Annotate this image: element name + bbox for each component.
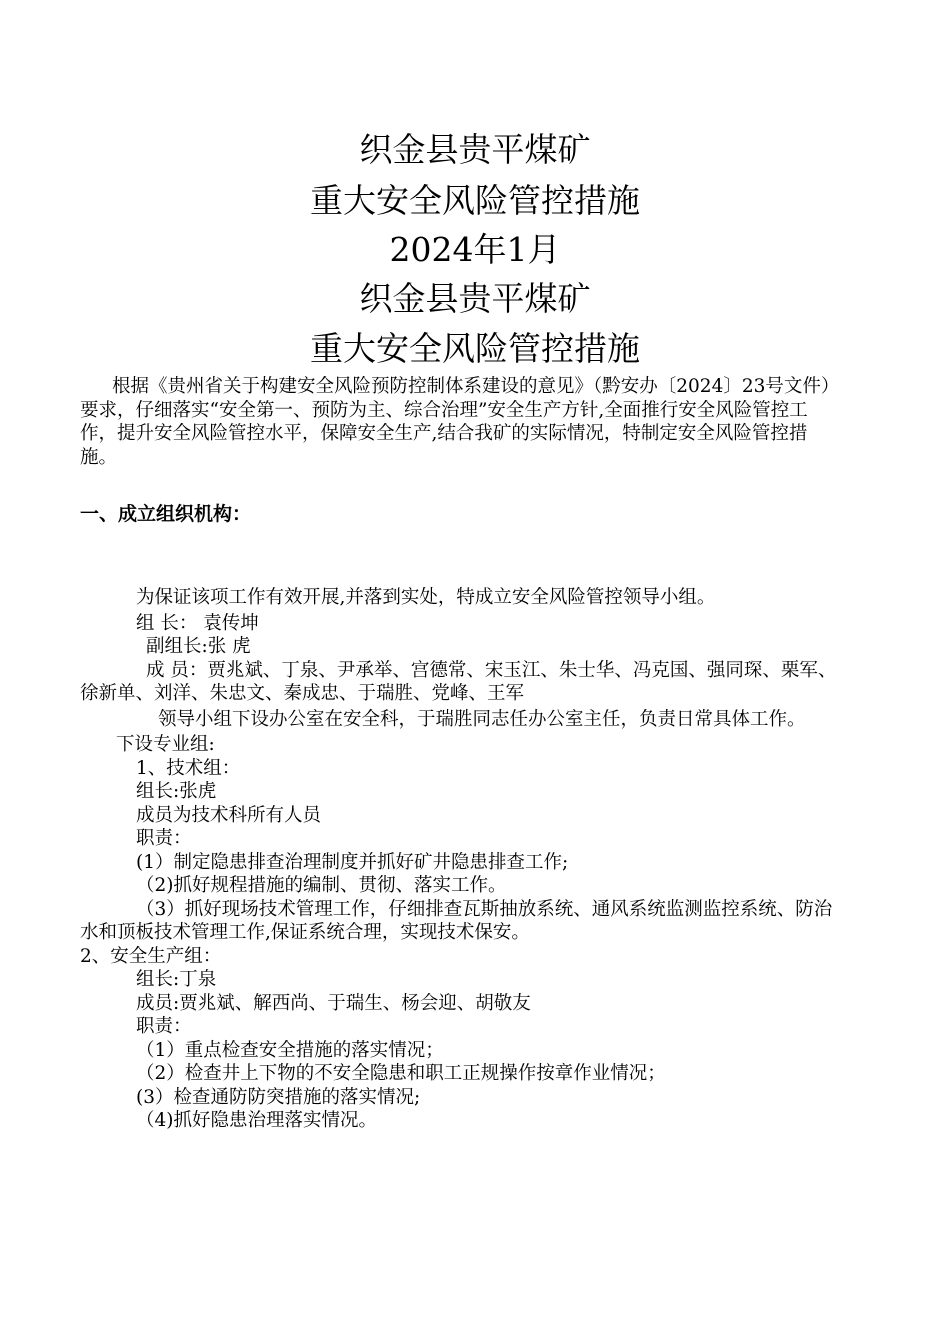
document-title-subject: 重大安全风险管控措施 xyxy=(310,181,640,220)
members-paragraph: 成 员：贾兆斌、丁泉、尹承举、宫德常、宋玉江、朱士华、冯克国、强同琛、栗军、徐新单、刘洋、朱忠文、秦成忠、于瑞胜、党峰、王军 xyxy=(80,659,837,704)
tech-group-title: 1、技术组： xyxy=(136,757,241,779)
safety-group-title: 2、安全生产组： xyxy=(80,945,222,967)
document-title-mine-name-repeat: 织金县贵平煤矿 xyxy=(359,279,591,318)
tech-group-duty-1: (1）制定隐患排查治理制度并抓好矿井隐患排查工作; xyxy=(136,851,569,873)
safety-group-duties-label: 职责： xyxy=(136,1016,192,1037)
intro-paragraph: 根据《贵州省关于构建安全风险预防控制体系建设的意见》（黔安办〔2024〕23号文件）要求，仔细落实“安全第一、预防为主、综合治理”安全生产方针,全面推行安全风险管控工作，提升安全风险管控水平，保障安全生产,结合我矿的实际情况，特制定安全风险管控措施。 xyxy=(80,376,840,468)
office-paragraph: 领导小组下设办公室在安全科，于瑞胜同志任办公室主任，负责日常具体工作。 xyxy=(158,708,806,730)
tech-group-duty-2: （2)抓好规程措施的编制、贯彻、落实工作。 xyxy=(136,875,507,896)
safety-group-duty-3: (3）检查通防防突措施的落实情况; xyxy=(136,1086,421,1108)
section-heading-organization: 一、成立组织机构： xyxy=(80,503,252,525)
tech-group-leader: 组长:张虎 xyxy=(136,781,217,802)
tech-group-members: 成员为技术科所有人员 xyxy=(136,804,322,826)
deputy-leader-line: 副组长:张 虎 xyxy=(146,636,251,657)
organization-section xyxy=(80,586,840,1133)
org-purpose-paragraph: 为保证该项工作有效开展,并落到实处，特成立安全风险管控领导小组。 xyxy=(136,587,716,608)
tech-group-duty-3: （3）抓好现场技术管理工作，仔细排查瓦斯抽放系统、通风系统监测监控系统、防治水和顶板技术管理工作,保证系统合理，实现技术保安。 xyxy=(80,898,833,943)
safety-group-duty-4: （4)抓好隐患治理落实情况。 xyxy=(136,1110,377,1131)
intro-section xyxy=(80,375,840,469)
safety-group-members: 成员:贾兆斌、解西尚、于瑞生、杨会迎、胡敬友 xyxy=(136,992,531,1014)
document-date: 2024年1月 xyxy=(389,230,561,269)
document-title-subject-repeat: 重大安全风险管控措施 xyxy=(310,329,640,368)
safety-group-duty-1: （1）重点检查安全措施的落实情况； xyxy=(136,1039,444,1061)
safety-group-duty-2: （2）检查井上下物的不安全隐患和职工正规操作按章作业情况； xyxy=(136,1063,666,1084)
document-title-mine-name: 织金县贵平煤矿 xyxy=(359,130,591,169)
safety-group-leader: 组长:丁泉 xyxy=(136,969,217,990)
leader-line: 组 长： 袁传坤 xyxy=(136,612,259,634)
subgroups-intro: 下设专业组: xyxy=(116,734,215,755)
tech-group-duties-label: 职责： xyxy=(136,828,192,849)
